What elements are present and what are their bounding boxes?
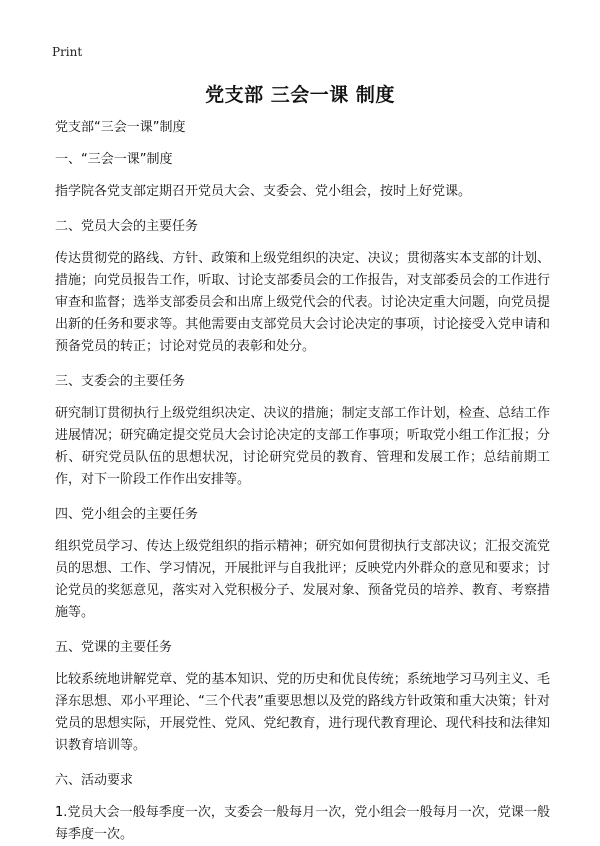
section-heading: 四、党小组会的主要任务 [55,507,199,522]
section-2 [55,216,550,358]
section-3 [55,371,550,491]
section-4 [55,504,550,624]
section-heading: 三、支委会的主要任务 [55,374,186,389]
section-5 [55,637,550,757]
document-title: 党支部 三会一课 制度 [205,84,395,106]
print-link[interactable]: Print [52,45,83,59]
section-body: 研究制订贯彻执行上级党组织决定、决议的措施；制定支部工作计划，检查、总结工作进展情况；研究确定提交党员大会讨论决定的支部工作事项；听取党小组工作汇报；分析、研究党员队伍的思想状况，讨论研究党员的教育、管理和发展工作；总结前期工作，对下一阶段工作作出安排等。 [55,406,550,487]
document-subtitle: 党支部“三会一课”制度 [55,120,186,135]
section-heading: 五、党课的主要任务 [55,640,173,655]
document-body [55,117,550,846]
section-heading: 六、活动要求 [55,773,134,788]
section-body: 指学院各党支部定期召开党员大会、支委会、党小组会，按时上好党课。 [55,184,472,199]
section-1 [55,149,550,203]
section-6 [55,770,550,846]
section-body: 1.党员大会一般每季度一次，支委会一般每月一次，党小组会一般每月一次，党课一般每季度一次。 [55,805,550,842]
section-body: 组织党员学习、传达上级党组织的指示精神；研究如何贯彻执行支部决议；汇报交流党员的思想、工作、学习情况，开展批评与自我批评；反映党内外群众的意见和要求；讨论党员的奖惩意见，落实对入党积极分子、发展对象、预备党员的培养、教育、考察措施等。 [55,539,550,620]
section-heading: 一、“三会一课”制度 [55,152,173,167]
section-heading: 二、党员大会的主要任务 [55,219,199,234]
section-body: 比较系统地讲解党章、党的基本知识、党的历史和优良传统；系统地学习马列主义、毛泽东思想、邓小平理论、“三个代表”重要思想以及党的路线方针政策和重大决策；针对党员的思想实际，开展党性、党风、党纪教育，进行现代教育理论、现代科技和法律知识教育培训等。 [55,672,550,753]
section-body: 传达贯彻党的路线、方针、政策和上级党组织的决定、决议；贯彻落实本支部的计划、措施；向党员报告工作，听取、讨论支部委员会的工作报告，对支部委员会的工作进行审查和监督；选举支部委员会和出席上级党代会的代表。讨论决定重大问题，向党员提出新的任务和要求等。其他需要由支部党员大会讨论决定的事项，讨论接受入党申请和预备党员的转正；讨论对党员的表彰和处分。 [55,251,550,354]
